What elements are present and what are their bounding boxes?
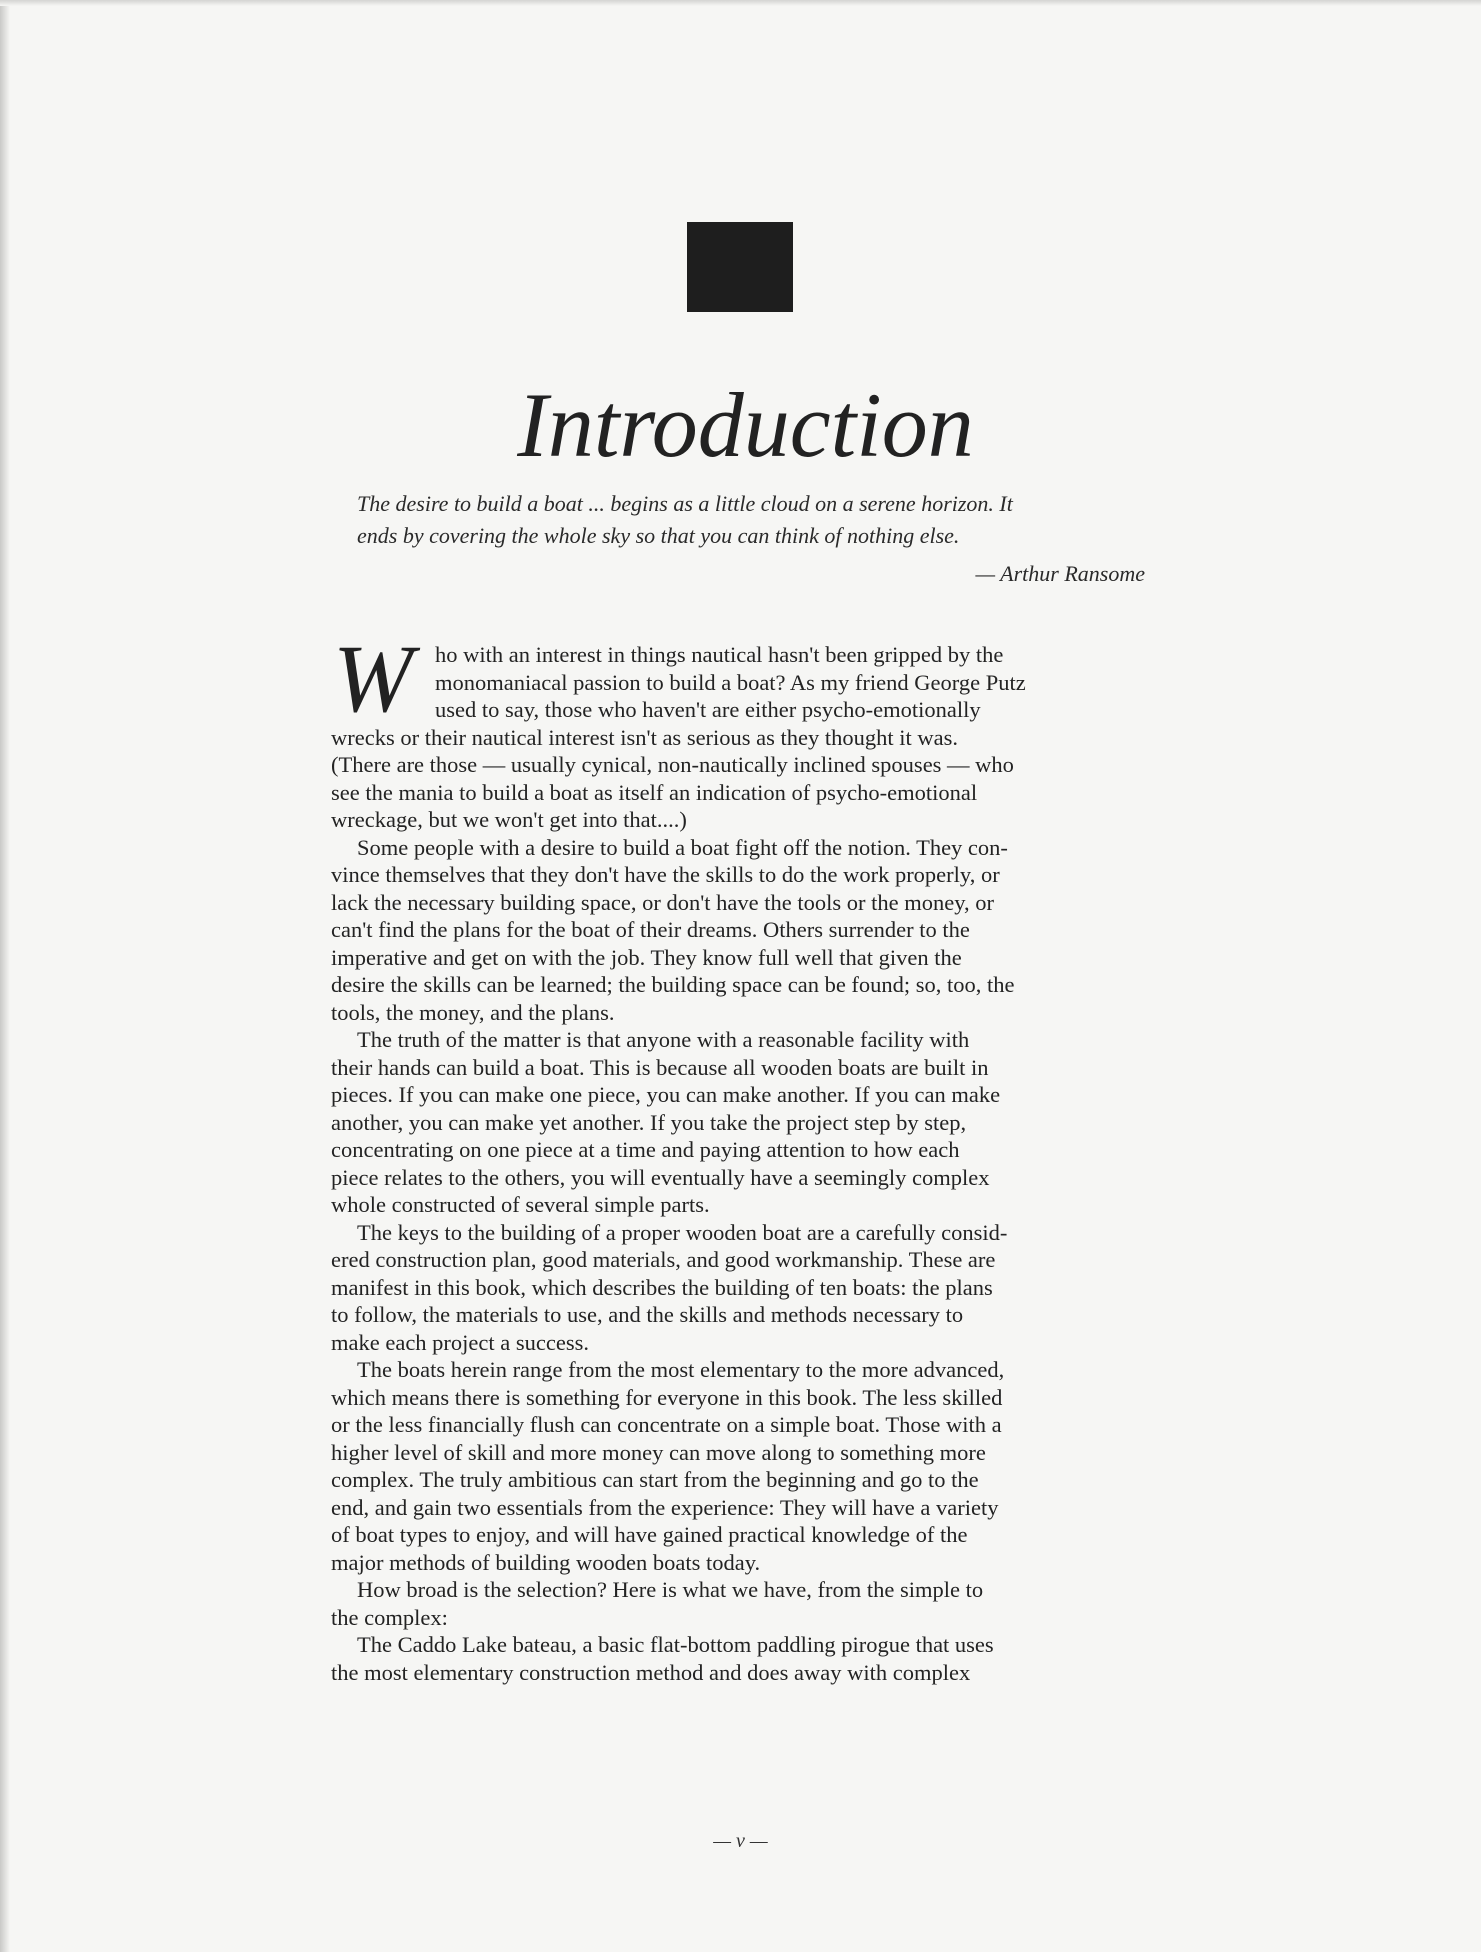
- body-line: ered construction plan, good materials, and good workmanship. These are: [331, 1247, 996, 1272]
- body-text: [331, 641, 1161, 1686]
- body-line: manifest in this book, which describes the building of ten boats: the plans: [331, 1274, 993, 1300]
- body-line: used to say, those who haven't are either psycho-emotionally: [435, 697, 981, 722]
- epigraph-line: ends by covering the whole sky so that you can think of nothing else.: [357, 523, 960, 548]
- page-edge: [0, 0, 10, 1952]
- body-line: The truth of the matter is that anyone with a reasonable facility with: [357, 1027, 970, 1052]
- body-line: imperative and get on with the job. They know full well that given the: [331, 944, 962, 970]
- chapter-ornament: [687, 222, 793, 312]
- body-line: wrecks or their nautical interest isn't as serious as they thought it was.: [331, 724, 959, 750]
- body-line: can't find the plans for the boat of their dreams. Others surrender to the: [331, 917, 970, 942]
- epigraph-line: The desire to build a boat ... begins as a little cloud on a serene horizon. It: [357, 491, 1013, 516]
- page-number: — v —: [713, 1830, 768, 1852]
- body-line: The keys to the building of a proper wooden boat are a carefully consid-: [357, 1219, 1008, 1245]
- body-line: of boat types to enjoy, and will have gained practical knowledge of the: [331, 1522, 968, 1547]
- epigraph: [357, 488, 1227, 552]
- body-line: wreckage, but we won't get into that....): [331, 807, 687, 832]
- body-line: ho with an interest in things nautical hasn't been gripped by the: [435, 642, 1004, 667]
- body-line: lack the necessary building space, or don't have the tools or the money, or: [331, 889, 995, 915]
- body-line: end, and gain two essentials from the experience: They will have a variety: [331, 1494, 999, 1520]
- body-line: another, you can make yet another. If you take the project step by step,: [331, 1109, 967, 1135]
- body-line: The Caddo Lake bateau, a basic flat-bottom paddling pirogue that uses: [357, 1632, 994, 1657]
- body-line: Some people with a desire to build a boat fight off the notion. They con-: [357, 834, 1008, 860]
- epigraph-attribution: — Arthur Ransome: [975, 561, 1145, 586]
- body-line: complex. The truly ambitious can start from the beginning and go to the: [331, 1467, 979, 1492]
- body-line: higher level of skill and more money can move along to something more: [331, 1439, 986, 1465]
- page-title: Introduction: [517, 374, 974, 476]
- body-line: vince themselves that they don't have the skills to do the work properly, or: [331, 862, 1000, 887]
- body-line: concentrating on one piece at a time and paying attention to how each: [331, 1137, 960, 1162]
- body-line: the complex:: [331, 1604, 448, 1630]
- body-line: tools, the money, and the plans.: [331, 999, 615, 1025]
- page-edge-top: [0, 0, 1481, 6]
- body-line: which means there is something for everyone in this book. The less skilled: [331, 1384, 1003, 1410]
- body-line: make each project a success.: [331, 1329, 589, 1355]
- body-line: major methods of building wooden boats today.: [331, 1549, 761, 1575]
- body-line: pieces. If you can make one piece, you can make another. If you can make: [331, 1082, 1001, 1107]
- body-line: to follow, the materials to use, and the skills and methods necessary to: [331, 1302, 964, 1327]
- body-line: see the mania to build a boat as itself an indication of psycho-emotional: [331, 779, 978, 805]
- body-line: their hands can build a boat. This is because all wooden boats are built in: [331, 1054, 989, 1080]
- body-line: or the less financially flush can concentrate on a simple boat. Those with a: [331, 1412, 1002, 1437]
- body-line: the most elementary construction method and does away with complex: [331, 1659, 971, 1685]
- body-line: monomaniacal passion to build a boat? As my friend George Putz: [435, 669, 1026, 695]
- body-line: How broad is the selection? Here is what we have, from the simple to: [357, 1577, 984, 1602]
- body-line: (There are those — usually cynical, non-nautically inclined spouses — who: [331, 752, 1014, 777]
- body-line: The boats herein range from the most elementary to the more advanced,: [357, 1357, 1005, 1382]
- body-line: whole constructed of several simple parts.: [331, 1192, 710, 1217]
- body-line: piece relates to the others, you will eventually have a seemingly complex: [331, 1164, 990, 1190]
- drop-cap: W: [333, 625, 413, 732]
- body-line: desire the skills can be learned; the building space can be found; so, too, the: [331, 972, 1015, 997]
